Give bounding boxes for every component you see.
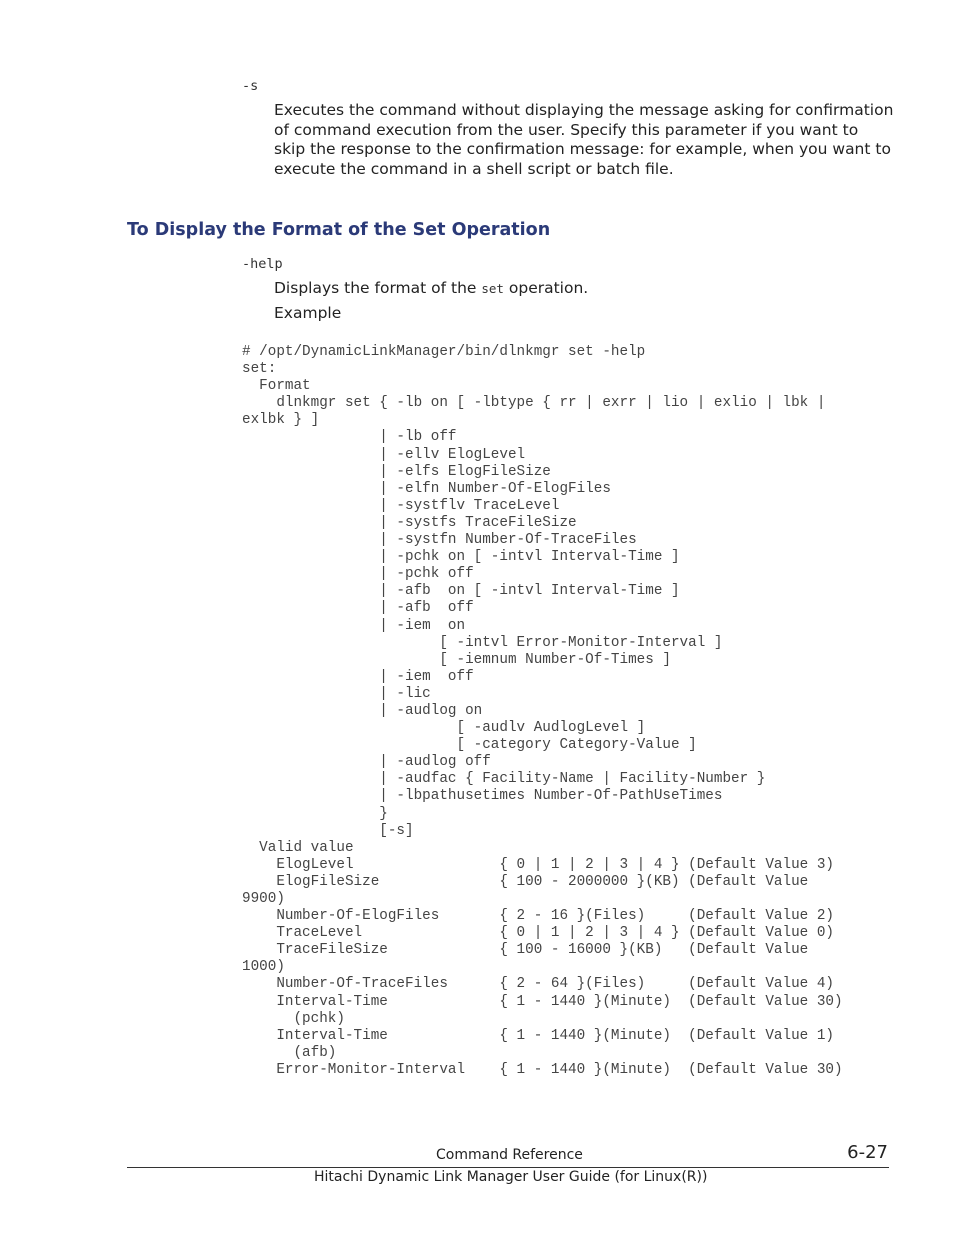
option-s-description: Executes the command without displaying the message asking for confirmation of command execution from the user. Specify this parameter if you want to skip the response to the confirmation message: for example, when you want to execute the command in a shell script or batch file. xyxy=(274,101,894,178)
footer-divider xyxy=(127,1167,889,1168)
footer-book-title: Hitachi Dynamic Link Manager User Guide (for Linux(R)) xyxy=(314,1169,708,1185)
code-example: # /opt/DynamicLinkManager/bin/dlnkmgr set -help set: Format dlnkmgr set { -lb on [ -lbtype { rr | exrr | lio | exlio | lbk | exlbk } ] | -lb off | -ellv ElogLevel | -elfs ElogFileSize | -elfn Number-Of-ElogFiles | -systflv TraceLevel | -systfs TraceFileSize | -systfn Number-Of-TraceFiles | -pchk on [ -intvl Interval-Time ] | -pchk off | -afb on [ -intvl Interval-Time ] | -afb off | -iem on [ -intvl Error-Monitor-Interval ] [ -iemnum Number-Of-Times ] | -iem off | -lic | -audlog on [ -audlv AudlogLevel ] [ -category Category-Value ] | -audlog off | -audfac { Facility-Name | Facility-Number } | -lbpathusetimes Number-Of-PathUseTimes } [-s] Valid value ElogLevel { 0 | 1 | 2 | 3 | 4 } (Default Value 3) ElogFileSize { 100 - 2000000 }(KB) (Default Value 9900) Number-Of-ElogFiles { 2 - 16 }(Files) (Default Value 2) TraceLevel { 0 | 1 | 2 | 3 | 4 } (Default Value 0) TraceFileSize { 100 - 16000 }(KB) (Default Value 1000) Number-Of-TraceFiles { 2 - 64 }(Files) (Default Value 4) Interval-Time { 1 - 1440 }(Minute) (Default Value 30) (pchk) Interval-Time { 1 - 1440 }(Minute) (Default Value 1) (afb) Error-Monitor-Interval { 1 - 1440 }(Minute) (Default Value 30) xyxy=(242,344,843,1078)
help-desc-prefix: Displays the format of the xyxy=(274,279,482,297)
option-help-description xyxy=(274,279,588,297)
help-desc-code: set xyxy=(481,281,504,296)
section-heading: To Display the Format of the Set Operation xyxy=(127,220,551,240)
footer-section-name: Command Reference xyxy=(436,1147,583,1163)
example-label: Example xyxy=(274,304,342,322)
option-s-flag: -s xyxy=(242,78,259,94)
option-help-flag: -help xyxy=(242,256,283,272)
help-desc-suffix: operation. xyxy=(503,279,589,297)
page-number: 6-27 xyxy=(847,1142,888,1163)
